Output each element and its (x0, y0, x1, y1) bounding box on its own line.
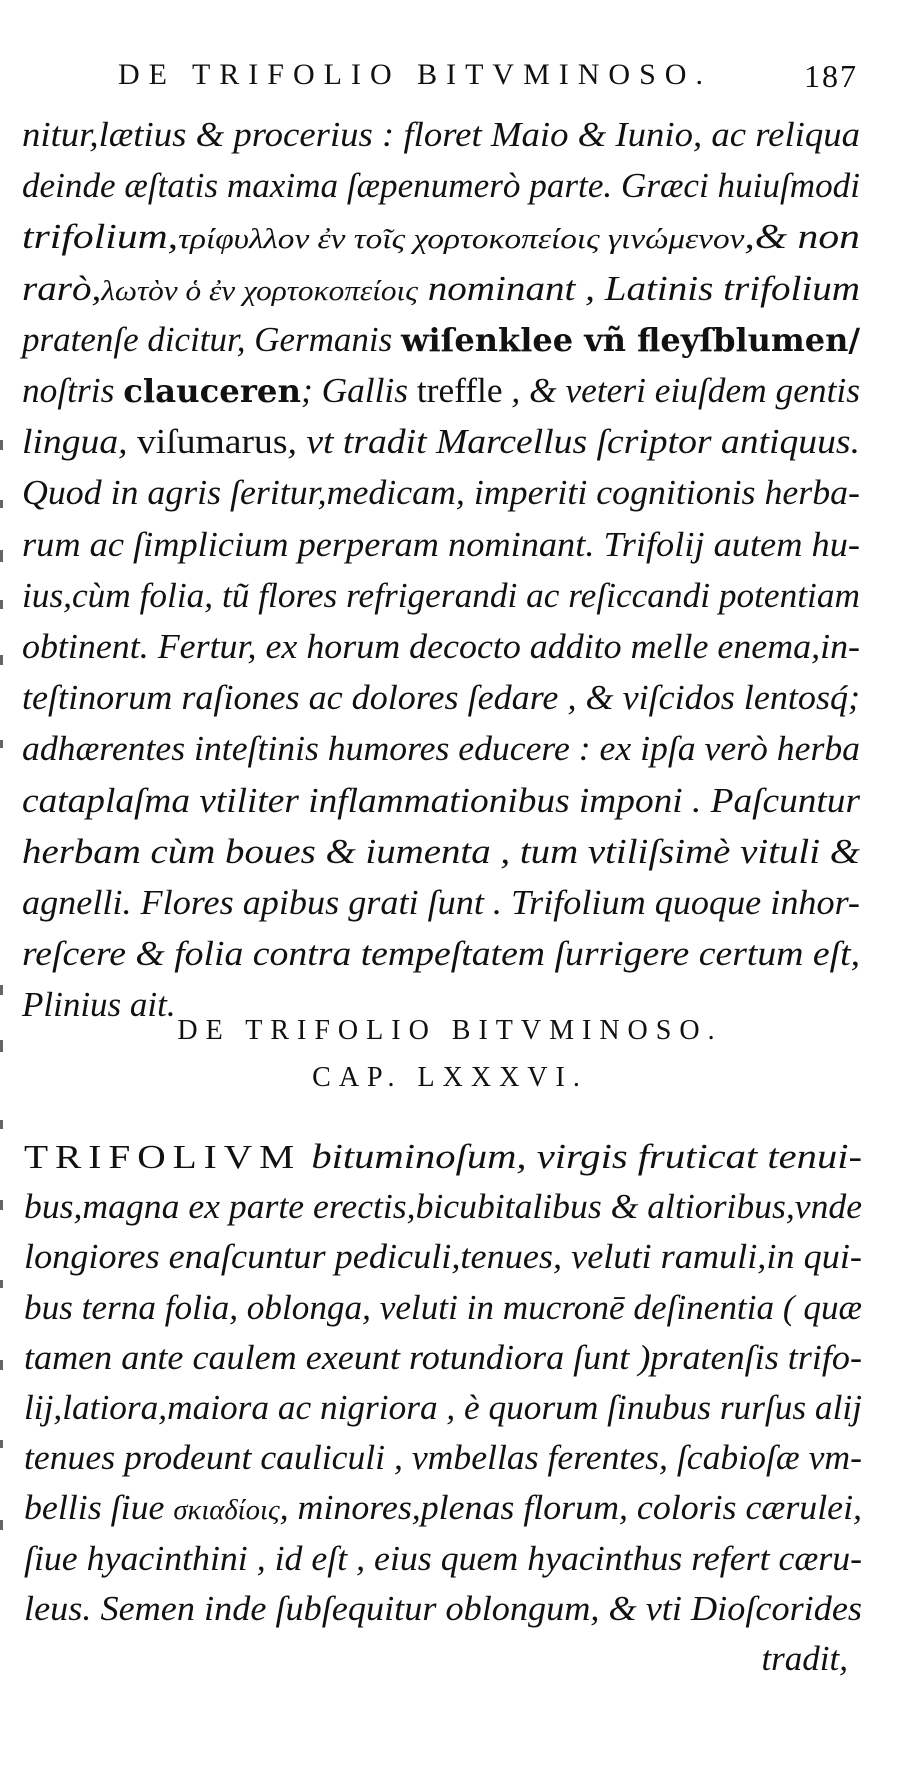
italic-text: lingua, (22, 422, 137, 462)
italic-text: leus. Semen inde ſubſequitur oblongum, & vti Dioſcorides (24, 1588, 863, 1628)
italic-text: noſtris (22, 371, 124, 410)
text-line (761, 1637, 848, 1681)
running-head (118, 58, 858, 98)
italic-text: ,& non (744, 217, 860, 257)
text-line (22, 318, 860, 362)
blackletter-text: clauceren (123, 372, 301, 410)
italic-text: reſcere & folia contra tempeſtatem ſurrigere certum eſt, (22, 934, 861, 974)
page-number: 187 (804, 58, 858, 94)
text-line (24, 1486, 862, 1533)
text-line (24, 1336, 862, 1380)
italic-text: bus,magna ex parte erectis,bicubitalibus & altioribus,vnde (24, 1187, 863, 1227)
text-line (22, 471, 860, 515)
greek-text: σκιαδίοις (173, 1495, 280, 1527)
italic-text: Quod in agris ſeritur,medicam, imperiti cognitionis herba- (22, 473, 860, 513)
chapter-number: CAP. LXXXVI. (312, 1062, 588, 1093)
italic-text: ius,cùm folia, tũ flores refrigerandi ac reſiccandi potentiam (22, 575, 860, 615)
text-line (22, 420, 860, 464)
italic-text: ; Gallis (300, 371, 417, 410)
text-line (24, 1436, 862, 1480)
text-line (22, 215, 860, 262)
italic-text: herbam cùm boues & iumenta , tum vtiliſsimè vituli & (22, 831, 861, 871)
italic-text: rarò, (22, 268, 102, 308)
text-line (24, 1235, 862, 1279)
text-line (24, 1286, 862, 1330)
chapter-title: DE TRIFOLIO BITVMINOSO. (177, 1015, 723, 1046)
margin-bleed-marks (0, 440, 14, 1620)
text-line (24, 1386, 862, 1430)
text-line (22, 164, 860, 208)
italic-text: lij,latiora,maiora ac nigriora , è quorum ſinubus rurſus alij (24, 1388, 862, 1427)
roman-text: treffle (416, 371, 503, 410)
italic-text: pratenſe dicitur, Germanis (22, 319, 401, 359)
italic-text: tenues prodeunt cauliculi , vmbellas ferentes, ſcabioſæ vm- (24, 1438, 863, 1478)
text-line (22, 830, 860, 874)
italic-text: ſiue hyacinthini , id eſt , eius quem hyacinthus refert cæru- (24, 1538, 863, 1578)
italic-text: Plinius ait. (22, 985, 176, 1025)
text-line (22, 369, 860, 413)
italic-text: tradit, (761, 1639, 848, 1678)
greek-text: λωτὸν ὁ ἐν χορτοκοπείοις (101, 275, 418, 307)
italic-text: adhærentes inteſtinis humores educere : ex ipſa verò herba (22, 729, 861, 769)
text-line (22, 267, 860, 314)
italic-text: longiores enaſcuntur pediculi,tenues, veluti ramuli,in qui- (24, 1237, 862, 1277)
italic-text: teſtinorum raſiones ac dolores ſedare , & viſcidos lentosq́; (22, 678, 861, 718)
text-line (22, 113, 860, 157)
italic-text: tamen ante caulem exeunt rotundiora ſunt )pratenſis trifo- (24, 1337, 863, 1377)
text-line (22, 779, 860, 823)
text-line (24, 1185, 862, 1229)
italic-text: bus terna folia, oblonga, veluti in mucronē deſinentia ( quæ (24, 1287, 863, 1327)
italic-text: nitur,lætius & procerius : floret Maio & Iunio, ac reliqua (22, 115, 861, 154)
italic-text: agnelli. Flores apibus grati ſunt . Trifolium quoque inhor- (22, 883, 860, 922)
text-line (22, 932, 860, 976)
running-head-title: DE TRIFOLIO BITVMINOSO. (118, 58, 712, 91)
blackletter-text: wiſenklee vñ fleyſblumen/ (400, 320, 861, 359)
text-line (24, 1135, 862, 1180)
smallcaps-text: TRIFOLIVM (24, 1139, 302, 1176)
text-line (22, 523, 860, 567)
italic-text: , & veteri eiuſdem gentis (502, 371, 860, 410)
text-line (22, 676, 860, 720)
italic-text: obtinent. Fertur, ex horum decocto addito melle enema,in- (22, 627, 861, 666)
italic-text: trifolium, (22, 217, 179, 257)
italic-text: rum ac ſimplicium perperam nominant. Trifolij autem hu- (22, 524, 860, 564)
italic-text: , minores,plenas florum, coloris cærulei, (279, 1488, 863, 1528)
text-line (24, 1537, 862, 1581)
italic-text: bituminoſum, virgis fruticat tenui- (301, 1137, 863, 1176)
italic-text: cataplaſma vtiliter inflammationibus imponi . Paſcuntur (22, 780, 861, 820)
roman-text: viſumarus (136, 422, 288, 462)
text-line (22, 574, 860, 618)
italic-text: bellis ſiue (24, 1488, 174, 1528)
italic-text: deinde æſtatis maxima ſæpenumerò parte. Græci huiuſmodi (22, 166, 861, 206)
text-line (22, 881, 860, 925)
text-line (22, 625, 860, 669)
italic-text: , vt tradit Marcellus ſcriptor antiquus. (287, 422, 860, 462)
greek-text: τρίφυλλον ἐν τοῖς χορτοκοπείοις γινώμενον (178, 224, 745, 256)
text-line (22, 727, 860, 771)
italic-text: nominant , Latinis trifolium (417, 268, 861, 308)
text-line (24, 1587, 862, 1631)
